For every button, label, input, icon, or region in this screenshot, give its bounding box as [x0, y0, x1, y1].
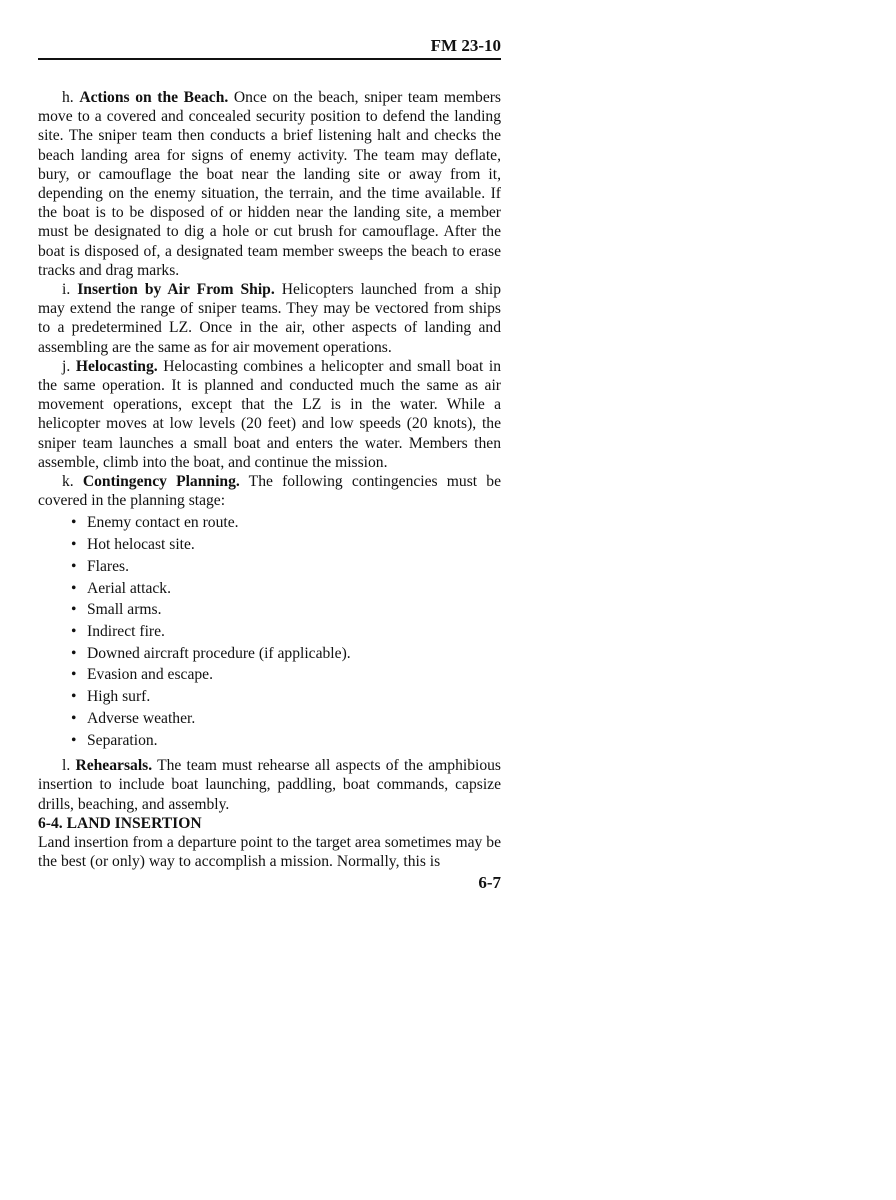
- bullet-icon: •: [71, 579, 77, 597]
- bullet-icon: •: [71, 514, 77, 532]
- paragraph-h: [38, 88, 501, 280]
- paragraph-i-text: Helicopters launched from a ship may extend the range of sniper teams. They may be vectored from ships to a predetermined LZ. Once in the air, other aspects of landing and assembling are the same as for air movement operations.: [38, 281, 501, 356]
- paragraph-i-label: i.: [62, 281, 71, 299]
- list-item: • Aerial attack.: [71, 578, 501, 600]
- list-item: • High surf.: [71, 686, 501, 708]
- section-paragraph: Land insertion from a departure point to the target area sometimes may be the best (or only) way to accomplish a mission. Normally, this is: [38, 834, 501, 871]
- list-item: • Indirect fire.: [71, 621, 501, 643]
- paragraph-j-text: Helocasting combines a helicopter and small boat in the same operation. It is planned and conducted much the same as air movement operations, except that the LZ is in the water. While a helicopter moves at low levels (20 feet) and low speeds (20 knots), the sniper team launches a small boat and enters the water. Members then assemble, climb into the boat, and continue the mission.: [38, 357, 502, 471]
- paragraph-i-title: Insertion by Air From Ship.: [77, 281, 275, 299]
- section-heading: 6-4. LAND INSERTION: [38, 814, 202, 832]
- paragraph-l-title: Rehearsals.: [75, 757, 153, 775]
- paragraph-h-text: Once on the beach, sniper team members move to a covered and concealed security position to defend the landing site. The sniper team then conducts a brief listening halt and checks the beach landing area for signs of enemy activity. The team may deflate, bury, or camouflage the boat near the landing site or away from it, depending on the enemy situation, the terrain, and the time available. If the boat is to be disposed of or hidden near the landing site, a member must be designated to dig a hole or cut brush for camouflage. After the boat is disposed of, a designated team member sweeps the beach to erase tracks and drag marks.: [38, 89, 501, 279]
- paragraph-k: [38, 472, 501, 510]
- paragraph-h-label: h.: [62, 89, 74, 106]
- bullet-icon: •: [71, 601, 77, 619]
- paragraph-j: [38, 357, 501, 472]
- list-item: • Downed aircraft procedure (if applicable).: [71, 643, 501, 665]
- list-item: • Enemy contact en route.: [71, 512, 501, 534]
- bullet-icon: •: [71, 622, 77, 640]
- bullet-icon: •: [71, 666, 77, 684]
- bullet-icon: •: [71, 709, 77, 727]
- list-item: • Adverse weather.: [71, 708, 501, 730]
- paragraph-l-text: The team must rehearse all aspects of the amphibious insertion to include boat launching, paddling, boat commands, capsize drills, beaching, and assembly.: [38, 757, 501, 813]
- manual-id: FM 23-10: [430, 36, 501, 55]
- list-item: • Hot helocast site.: [71, 534, 501, 556]
- bullet-icon: •: [71, 644, 77, 662]
- bullet-icon: •: [71, 688, 77, 706]
- bullet-icon: •: [71, 731, 77, 749]
- paragraph-h-title: Actions on the Beach.: [79, 89, 229, 106]
- paragraph-k-text: The following contingencies must be covered in the planning stage:: [38, 473, 501, 510]
- page-number: 6-7: [478, 873, 501, 892]
- paragraph-k-title: Contingency Planning.: [82, 473, 240, 491]
- paragraph-j-title: Helocasting.: [75, 357, 158, 375]
- list-item: • Small arms.: [71, 599, 501, 621]
- paragraph-l-label: l.: [62, 757, 71, 775]
- paragraph-i: [38, 280, 501, 357]
- page-body: [38, 88, 501, 871]
- paragraph-k-label: k.: [62, 473, 74, 491]
- bullet-icon: •: [71, 557, 77, 575]
- list-item: • Evasion and escape.: [71, 664, 501, 686]
- header-rule: [38, 58, 501, 60]
- contingency-list: [38, 512, 501, 751]
- list-item: • Separation.: [71, 730, 501, 752]
- bullet-icon: •: [71, 536, 77, 554]
- paragraph-l: [38, 756, 501, 814]
- paragraph-j-label: j.: [62, 357, 71, 375]
- list-item: • Flares.: [71, 556, 501, 578]
